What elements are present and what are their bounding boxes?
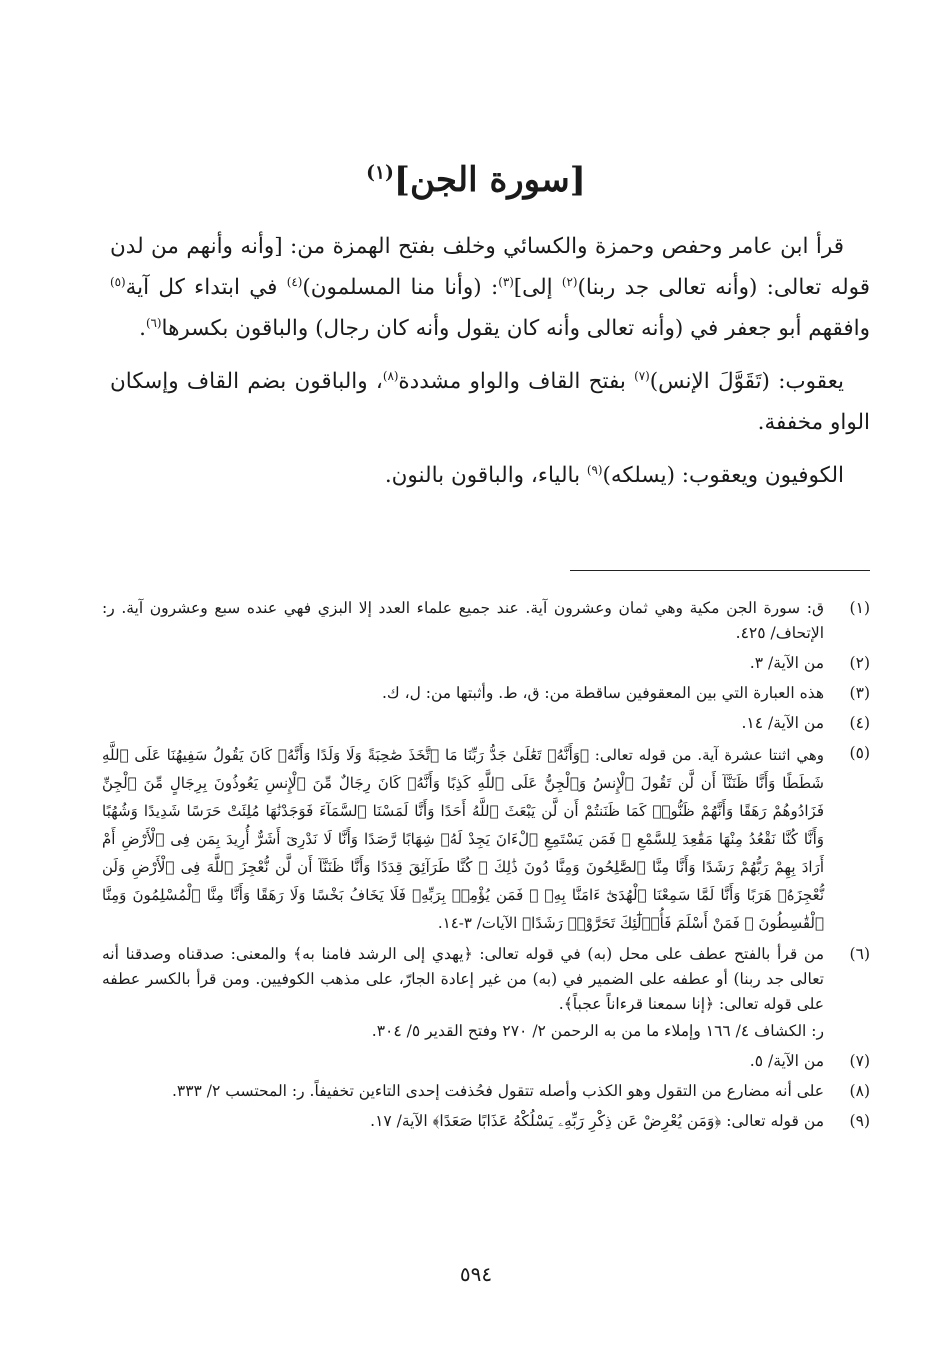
- footnote-divider: [570, 570, 870, 571]
- footnote: [102, 681, 870, 706]
- footnote: [102, 741, 870, 937]
- footnote-ref: (٣): [498, 274, 514, 289]
- footnote-text: على أنه مضارع من التقول وهو الكذب وأصله تتقول فحُذفت إحدى التاءين تخفيفاً. ر: المحتسب ٢/ ٣٣٣.: [171, 1082, 824, 1100]
- footnote-text: من الآية/ ٥.: [749, 1052, 824, 1070]
- text-run: إلى]: [513, 275, 562, 300]
- footnote-number: (٣): [849, 684, 870, 702]
- footnote-number: (٢): [849, 654, 870, 672]
- footnote: [102, 651, 870, 676]
- text-run: بالياء، والباقون بالنون.: [384, 463, 587, 488]
- footnote-text: من قوله تعالى: ﴿وَمَن يُعْرِضْ عَن ذِكْرِ رَبِّهِۦ يَسْلُكْهُ عَذَابًا صَعَدًا﴾ الآية/ ١٧.: [370, 1112, 824, 1130]
- text-run: ، والباقون بضم القاف وإسكان الواو مخففة.: [110, 369, 870, 435]
- text-run: بفتح القاف والواو مشددة: [398, 369, 635, 394]
- footnote-number: (٩): [849, 1112, 870, 1130]
- footnote-ref: (٦): [145, 315, 162, 330]
- footnote-text: من الآية/ ١٤.: [741, 714, 824, 732]
- text-run: قرأ ابن عامر وحفص وحمزة والكسائي وخلف بفتح الهمزة من: [وأنه وأنهم من لدن قوله تعالى: (وأنه تعالى جد ربنا): [110, 234, 871, 300]
- footnote-number: (١): [849, 599, 870, 617]
- footnote: [102, 1109, 870, 1134]
- footnote-number: (٦): [849, 945, 870, 963]
- text-run: : (وأنا منا المسلمون): [302, 275, 499, 300]
- main-text: [110, 226, 870, 496]
- footnote: [102, 1049, 870, 1074]
- footnote-ref: (٩): [586, 462, 603, 477]
- footnote-number: (٥): [849, 744, 870, 762]
- text-run: الكوفيون ويعقوب: (يسلكه): [602, 463, 844, 488]
- text-run: وافقهم أبو جعفر في (وأنه تعالى وأنه كان يقول وأنه كان رجال) والباقون بكسرها: [161, 316, 870, 341]
- footnotes: [102, 596, 870, 1139]
- paragraph: [110, 455, 870, 496]
- footnote-ref: (٢): [561, 274, 578, 289]
- footnote-text: من الآية/ ٣.: [749, 654, 824, 672]
- footnote-text: من قرأ بالفتح عطف على محل (به) في قوله تعالى: ﴿يهدي إلى الرشد فامنا به﴾ والمعنى: صدقناه وصدقنا أنه تعالى جد ربنا) أو عطفه على الضمير في (به) من غير إعادة الجارّ، على مذهب الكوفيين. ومن قرأ بالكسر عطفه على قوله تعالى: ﴿إنا سمعنا قرءاناً عجباً﴾.: [102, 945, 824, 1013]
- footnote-ref: (٧): [634, 368, 650, 383]
- footnote: [102, 711, 870, 736]
- footnote-text: وهي اثنتا عشرة آية. من قوله تعالى: ﴿وَأَنَّهُۥ تَعَٰلَىٰ جَدُّ رَبِّنَا مَا ٱتَّخَذَ صَٰحِبَةً وَلَا وَلَدًا وَأَنَّهُۥ كَانَ يَقُولُ سَفِيهُنَا عَلَى ٱللَّهِ شَطَطًا وَأَنَّا ظَنَنَّآ أَن لَّن تَقُولَ ٱلْإِنسُ وَٱلْجِنُّ عَلَى ٱللَّهِ كَذِبًا وَأَنَّهُۥ كَانَ رِجَالٌ مِّنَ ٱلْإِنسِ يَعُوذُونَ بِرِجَالٍ مِّنَ ٱلْجِنِّ فَزَادُوهُمْ رَهَقًا وَأَنَّهُمْ ظَنُّوا۟ كَمَا ظَنَنتُمْ أَن لَّن يَبْعَثَ ٱللَّهُ أَحَدًا وَأَنَّا لَمَسْنَا ٱلسَّمَآءَ فَوَجَدْنَٰهَا مُلِئَتْ حَرَسًا شَدِيدًا وَشُهُبًا وَأَنَّا كُنَّا نَقْعُدُ مِنْهَا مَقَٰعِدَ لِلسَّمْعِ ۖ فَمَن يَسْتَمِعِ ٱلْءَانَ يَجِدْ لَهُۥ شِهَابًا رَّصَدًا وَأَنَّا لَا نَدْرِىٓ أَشَرٌّ أُرِيدَ بِمَن فِى ٱلْأَرْضِ أَمْ أَرَادَ بِهِمْ رَبُّهُمْ رَشَدًا وَأَنَّا مِنَّا ٱلصَّٰلِحُونَ وَمِنَّا دُونَ ذَٰلِكَ ۖ كُنَّا طَرَآئِقَ قِدَدًا وَأَنَّا ظَنَنَّآ أَن لَّن نُّعْجِزَ ٱللَّهَ فِى ٱلْأَرْضِ وَلَن نُّعْجِزَهُۥ هَرَبًا وَأَنَّا لَمَّا سَمِعْنَا ٱلْهُدَىٰٓ ءَامَنَّا بِهِۦ ۖ فَمَن يُؤْمِنۢ بِرَبِّهِۦ فَلَا يَخَافُ بَخْسًا وَلَا رَهَقًا وَأَنَّا مِنَّا ٱلْمُسْلِمُونَ وَمِنَّا ٱلْقَٰسِطُونَ ۖ فَمَنْ أَسْلَمَ فَأُو۟لَٰٓئِكَ تَحَرَّوْا۟ رَشَدًا﴾ الآيات/ ٣-١٤.: [102, 746, 824, 932]
- text-run: يعقوب: (تَقَوَّلَ الإنس): [649, 369, 845, 394]
- footnote-reference-line: ر: الكشاف ٤/ ١٦٦ وإملاء ما من به الرحمن ٢/ ٢٧٠ وفتح القدير ٥/ ٣٠٤.: [371, 1022, 824, 1040]
- footnote: [102, 942, 870, 1044]
- footnote-body: [102, 942, 824, 1044]
- paragraph: [110, 226, 870, 349]
- paragraph: [110, 361, 870, 443]
- footnote-number: (٧): [849, 1052, 870, 1070]
- footnote-number: (٤): [849, 714, 870, 732]
- footnote-ref: (٥): [110, 274, 126, 289]
- footnote: [102, 596, 870, 646]
- surah-title-text: [سورة الجن]: [393, 160, 586, 200]
- footnote-text: ق: سورة الجن مكية وهي ثمان وعشرون آية. عند جميع علماء العدد إلا البزي فهي عنده سبع وعشرون آية. ر: الإتحاف/ ٤٢٥.: [102, 599, 824, 642]
- footnote-ref: (٨): [382, 368, 399, 383]
- page-number: ٥٩٤: [459, 1262, 493, 1286]
- text-run: في ابتداء كل آية: [125, 275, 287, 300]
- footnote-ref: (٤): [286, 274, 303, 289]
- text-run: .: [139, 316, 146, 341]
- footnote: [102, 1079, 870, 1104]
- footnote-ref: (١): [366, 161, 394, 184]
- footnote-text: هذه العبارة التي بين المعقوفين ساقطة من: ق، ط. وأثبتها من: ل، ك.: [381, 684, 824, 702]
- surah-title: [0, 160, 952, 200]
- footnote-number: (٨): [849, 1082, 870, 1100]
